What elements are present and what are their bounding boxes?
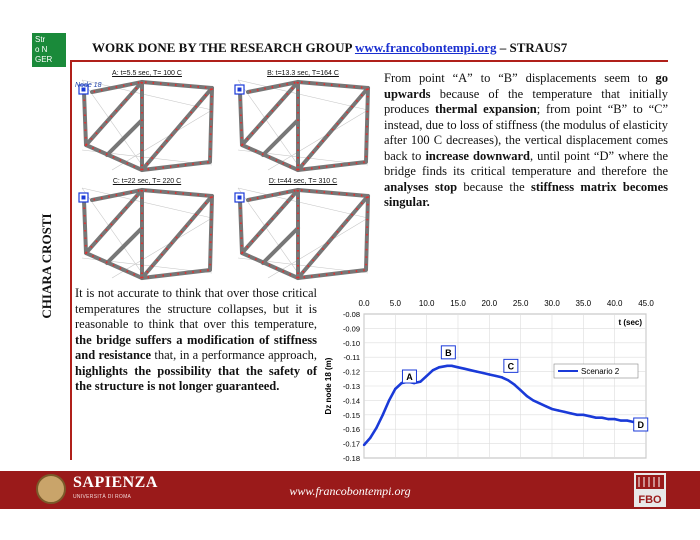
- page-title: [92, 40, 567, 56]
- title-link[interactable]: www.francobontempi.org: [354, 40, 497, 55]
- chart-y-label: Dz node 18 (m): [324, 357, 333, 415]
- university-name: SAPIENZA: [73, 474, 158, 491]
- fbo-logo-icon: [634, 473, 666, 507]
- annotation-label: D: [637, 420, 644, 430]
- y-tick-label: -0.13: [342, 382, 360, 391]
- series-point: [620, 419, 622, 421]
- series-point: [425, 375, 427, 377]
- chart-grid: [364, 314, 646, 458]
- series-point: [582, 414, 584, 416]
- x-tick-label: 20.0: [481, 299, 498, 308]
- paragraph-right-segment: because the: [457, 179, 531, 194]
- panel-d: [228, 178, 378, 283]
- series-point: [457, 366, 459, 368]
- title-suffix: – STRAUS7: [496, 40, 568, 55]
- series-point: [488, 373, 490, 375]
- series-point: [595, 416, 597, 418]
- series-point: [626, 419, 628, 421]
- x-tick-label: 25.0: [512, 299, 529, 308]
- series-point: [570, 412, 572, 414]
- panel-b: [228, 70, 378, 175]
- series-point: [551, 408, 553, 410]
- series-point: [519, 389, 521, 391]
- series-point: [438, 366, 440, 368]
- series-point: [482, 372, 484, 374]
- series-point: [494, 375, 496, 377]
- y-tick-label: -0.14: [342, 396, 360, 406]
- logo-line-1: Str: [35, 35, 46, 44]
- series-point: [394, 388, 396, 390]
- series-point: [451, 365, 453, 367]
- paragraph-right-segment: analyses stop: [384, 179, 458, 194]
- node-label: Node 18: [75, 82, 102, 89]
- series-point: [375, 427, 377, 429]
- annotation-label: B: [445, 347, 452, 358]
- series-point: [363, 444, 365, 446]
- series-point: [463, 368, 465, 370]
- logo-line-2: o N: [35, 45, 48, 54]
- y-tick-label: -0.10: [342, 338, 360, 348]
- chart-x-label: t (sec): [618, 318, 642, 327]
- y-tick-label: -0.08: [342, 310, 360, 319]
- chart-legend: [554, 364, 638, 378]
- x-tick-label: 45.0: [638, 299, 654, 308]
- paragraph-left-segment: It is not accurate to think that over those critical temperatures the structure collapses, but it is reasonable to think that over this temperature,: [75, 286, 317, 331]
- series-point: [432, 369, 434, 371]
- series-point: [607, 418, 609, 420]
- y-tick-label: -0.17: [342, 439, 360, 449]
- paragraph-right-segment: increase downward: [425, 148, 530, 163]
- series-point: [601, 416, 603, 418]
- paragraph-right-segment: ; from point “B” to “C” instead, due to loss of stiffness (the modulus of elasticity after 100 C decreases), the vertical displacement comes back to: [384, 102, 669, 163]
- header-divider: [72, 60, 668, 62]
- logo-line-3: GER: [35, 55, 53, 64]
- truss-d-drawing: [228, 178, 378, 283]
- series-point: [538, 402, 540, 404]
- series-point: [388, 399, 390, 401]
- annotation-label: C: [507, 361, 515, 372]
- x-tick-label: 40.0: [606, 299, 623, 308]
- series-point: [476, 370, 478, 372]
- displacement-chart: [316, 286, 696, 466]
- author-sidebar: [34, 210, 60, 320]
- fbo-logo-text: FBO: [638, 494, 662, 506]
- y-tick-label: -0.18: [342, 454, 360, 463]
- truss-b-drawing: [228, 70, 378, 175]
- series-point: [576, 414, 578, 416]
- series-point: [382, 414, 384, 416]
- series-point: [532, 399, 534, 401]
- paragraph-right-segment: , until point “D” where the bridge finds its critical temperature and therefore the: [384, 148, 668, 178]
- paragraph-right-segment: From point “A” to “B” displacements seem to: [384, 71, 656, 85]
- paragraph-right-segment: thermal expansion: [434, 102, 537, 116]
- footer-link[interactable]: www.francobontempi.org: [289, 484, 411, 498]
- x-tick-label: 35.0: [575, 299, 592, 308]
- paragraph-left-segment: that, in a performance approach,: [151, 348, 318, 362]
- paragraph-left-segment: highlights the possibility that the safety of the structure is not longer guaranteed.: [75, 363, 317, 393]
- panel-b-title: B: t=13.3 sec, T=164 C: [267, 70, 339, 77]
- x-tick-label: 15.0: [450, 299, 466, 308]
- series-point: [545, 405, 547, 407]
- legend-label: Scenario 2: [581, 367, 620, 376]
- explanation-paragraph-right: [384, 71, 668, 211]
- x-tick-label: 0.0: [358, 299, 370, 308]
- chart-y-ticks: [343, 310, 360, 463]
- truss-c-drawing: [72, 178, 222, 283]
- series-point: [613, 418, 615, 420]
- y-tick-label: -0.16: [342, 425, 360, 435]
- series-point: [369, 437, 371, 439]
- chart-x-ticks: [358, 299, 654, 308]
- paragraph-right-segment: because of the temperature that initially produces: [384, 86, 668, 116]
- series-point: [507, 379, 509, 381]
- y-tick-label: -0.11: [343, 353, 360, 363]
- y-tick-label: -0.15: [342, 410, 360, 420]
- panel-d-title: D: t=44 sec, T= 310 C: [268, 178, 338, 185]
- series-point: [469, 369, 471, 371]
- title-prefix: WORK DONE BY THE RESEARCH GROUP: [92, 40, 355, 55]
- panel-c-title: C: t=22 sec, T= 220 C: [112, 178, 182, 185]
- series-point: [526, 395, 528, 397]
- series-point: [563, 411, 565, 413]
- paragraph-left-segment: the bridge suffers a modification of stiffness and resistance: [75, 332, 317, 362]
- explanation-paragraph-left: [75, 286, 317, 395]
- x-tick-label: 5.0: [389, 299, 401, 308]
- series-point: [397, 385, 399, 387]
- y-tick-label: -0.09: [342, 324, 360, 334]
- y-tick-label: -0.12: [342, 367, 360, 377]
- annotation-label: A: [406, 372, 413, 382]
- series-point: [501, 376, 503, 378]
- series-point: [419, 380, 421, 382]
- x-tick-label: 10.0: [418, 299, 435, 308]
- x-tick-label: 30.0: [544, 299, 560, 308]
- research-group-logo: [32, 33, 66, 67]
- paragraph-right-segment: stiffness matrix becomes singular.: [384, 179, 669, 209]
- panel-a-title: A: t=5.5 sec, T= 100 C: [112, 70, 182, 77]
- series-point: [513, 383, 515, 385]
- series-point: [446, 365, 448, 367]
- author-name: CHIARA CROSTI: [39, 213, 54, 319]
- series-point: [557, 409, 559, 411]
- paragraph-right-segment: go upwards: [384, 71, 668, 101]
- panel-c: [72, 178, 222, 283]
- university-subtitle: UNIVERSITÀ DI ROMA: [73, 494, 132, 500]
- series-point: [588, 415, 590, 417]
